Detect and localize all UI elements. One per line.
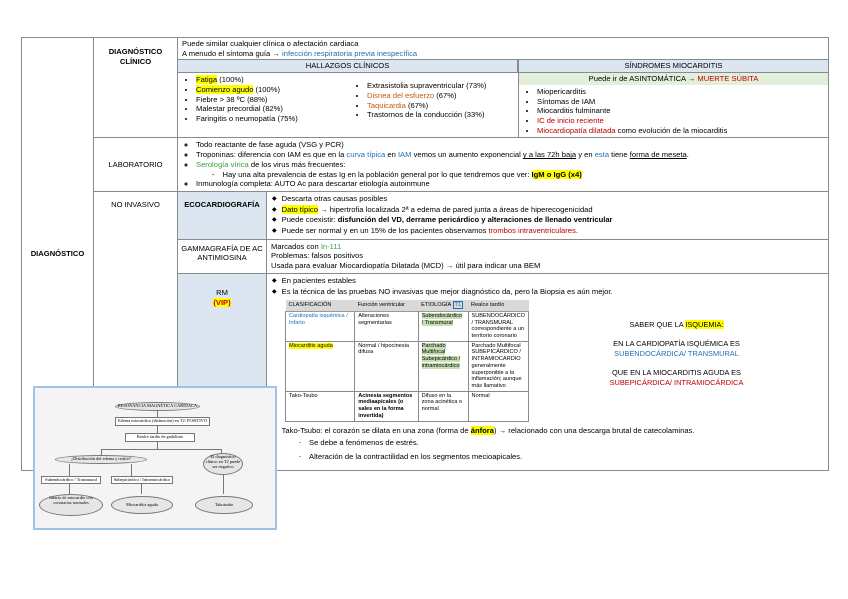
table-cell: Difuso en la zona acinética o normal xyxy=(418,391,468,421)
eco-label: ECOCARDIOGRAFÍA xyxy=(178,192,267,239)
diagram-connector xyxy=(131,464,132,476)
sindromes-list xyxy=(518,85,828,138)
tako-sublist xyxy=(283,438,824,462)
table-header: Función ventricular xyxy=(355,300,418,311)
diagram-node-miocarditis: Miocarditis aguda xyxy=(111,496,173,514)
note-line: SUBEPICÁRDICA/ INTRAMIOCÁRDICA xyxy=(609,378,744,388)
list-item: • Trastornos de la conducción (33%) xyxy=(367,110,486,120)
list-item: - Se debe a fenómenos de estrés. xyxy=(311,438,824,449)
table-header: Realce tardío xyxy=(468,300,528,311)
table-row xyxy=(286,311,529,341)
rm-label: RM xyxy=(216,287,228,297)
table-header-row xyxy=(286,300,529,311)
list-item: - Alteración de la contractilidad en los segmentos mecioapicales. xyxy=(311,452,824,463)
list-item: • Miopericarditis xyxy=(537,87,824,97)
clinico-intro-line1: Puede similar cualquier clínica o afectación cardiaca xyxy=(182,39,359,48)
hallazgos-list-1 xyxy=(182,75,341,124)
serologia-sublist xyxy=(196,170,824,180)
rm-figure-row xyxy=(271,300,824,421)
diagram-connector xyxy=(141,484,142,494)
list-item: • Comienzo agudo (100%) xyxy=(196,85,341,95)
diagram-node-distribucion: ¿Distribución del edema y realce? xyxy=(55,455,147,464)
hallazgos-lists xyxy=(178,73,518,126)
list-item: ◦ Todo reactante de fase aguda (VSG y PCR) xyxy=(196,140,824,150)
eco-content xyxy=(267,192,828,239)
diagram-node-infarto: Infarto de miocardio con coronarias normales xyxy=(39,494,103,516)
list-item: ◆ Tako-Tsubo: el corazón se dilata en una zona (forma de ánfora) → relacionado con una descarga brutal de catecolaminas. - Se debe a fenómenos de estrés. - Alteración de la contractilidad en los segmentos mecioapicales. xyxy=(283,426,824,463)
list-item: ◆ Puede coexistir: disfunción del VD, derrame pericárdico y alteraciones de llenado ventricular xyxy=(283,215,824,226)
sindromes-header: SÍNDROMES MIOCARDITIS xyxy=(518,59,828,73)
list-item: • Faringitis o neumopatía (75%) xyxy=(196,114,341,124)
diagram-title: RESONANCIA MAGNÉTICA CARDIACA xyxy=(115,402,200,411)
hallazgos-block xyxy=(178,59,518,137)
eco-list xyxy=(271,194,824,237)
mri-classification-table xyxy=(285,300,529,421)
subsection-label-clinico xyxy=(94,38,178,138)
note-line: SUBENDOCÁRDICA/ TRANSMURAL xyxy=(614,349,739,359)
rm-list xyxy=(271,276,824,297)
subsection-label-laboratorio: LABORATORIO xyxy=(94,138,178,192)
table-row xyxy=(286,341,529,391)
list-item: ◆ En pacientes estables xyxy=(283,276,824,287)
table-cell: Tako-Tsubo xyxy=(286,391,355,421)
rm-content xyxy=(267,274,828,470)
note-line: QUE EN LA MIOCARDITIS AGUDA ES xyxy=(612,368,741,378)
list-item: ◦ Inmunología completa: AUTO Ac para descartar etiología autoinmune xyxy=(196,179,824,189)
list-item: • Fiebre > 38 ºC (88%) xyxy=(196,95,341,105)
sindromes-block xyxy=(518,59,828,137)
table-cell: Alteraciones segmentarias xyxy=(355,311,418,341)
list-item: ◆ Dato típico → hipertrofia localizada 2ª a edema de pared junta a áreas de hiperecogenicidad xyxy=(283,205,824,216)
diagram-connector xyxy=(69,464,70,476)
row-diagnostico-clinico xyxy=(22,38,829,138)
list-item: • Miocardiopatía dilatada como evolución de la miocarditis xyxy=(537,126,824,136)
table-cell: Miocarditis aguda xyxy=(286,341,355,391)
table-cell: Normal / hipocinesia difusa xyxy=(355,341,418,391)
diagram-node-negativo: El diagnóstico clínico en T2 puede ser negativo xyxy=(203,453,243,475)
clinico-content xyxy=(178,38,829,138)
diagram-connector xyxy=(223,475,224,494)
sindromes-title: Puede ir de ASINTOMÁTICA → MUERTE SÚBITA xyxy=(518,73,828,85)
table-row xyxy=(286,391,529,421)
table-cell: SUBENDOCÁRDICO / TRANSMURAL correspondiente a un territorio coronario xyxy=(468,311,528,341)
diagram-node-takotsubo: Takotsubo xyxy=(195,496,253,514)
gamma-label: GAMMAGRAFÍA DE AC ANTIMIOSINA xyxy=(178,240,267,273)
list-item: • IC de inicio reciente xyxy=(537,116,824,126)
laboratorio-content xyxy=(178,138,829,192)
hallazgos-header: HALLAZGOS CLÍNICOS xyxy=(178,59,518,73)
subrow-ecocardiografia xyxy=(178,192,828,240)
list-item: ◆ Puede ser normal y en un 15% de los pacientes observamos trombos intraventriculares. xyxy=(283,226,824,237)
gamma-line1: Marcados con In-111 xyxy=(271,241,342,251)
mri-diagram xyxy=(33,386,277,530)
gamma-line2: Problemas: falsos positivos xyxy=(271,251,364,261)
clinico-intro xyxy=(178,38,828,59)
list-item: - Hay una alta prevalencia de estas Ig en la población general por lo que tendremos que ver: IgM o IgG (x4) xyxy=(224,170,824,180)
note-line: EN LA CARDIOPATÍA ISQUÉMICA ES xyxy=(613,339,740,349)
list-item: • Taquicardia (67%) xyxy=(367,101,486,111)
ischemia-note xyxy=(529,300,824,421)
table-cell: Acinesia segmentos mediaapicales (o sales en la forma invertida) xyxy=(355,391,418,421)
tako-list xyxy=(271,426,824,463)
list-item: • Fatiga (100%) xyxy=(196,75,341,85)
table-cell: Parchado Multifocal SUBEPICÁRDICO / INTRAMIOCARDIO generalmente superponible a la inflamación; aunque más llamativo xyxy=(468,341,528,391)
gamma-line3: Usada para evaluar Miocardiopatía Dilatada (MCD) → útil para indicar una BEM xyxy=(271,261,541,271)
subsection-label-no-invasivo: NO INVASIVO xyxy=(94,192,178,471)
diagram-connector xyxy=(157,426,158,433)
list-item: • Disnea del esfuerzo (67%) xyxy=(367,91,486,101)
diagram-connector xyxy=(157,442,158,449)
rm-vip-badge: (VIP) xyxy=(213,297,231,307)
list-item: ◆ Descarta otras causas posibles xyxy=(283,194,824,205)
diagram-node-edema: Edema miocárdico (disfunción) en T2: POSITIVO xyxy=(115,417,210,426)
diagram-node-subepi: Subepicárdico / Intramiocárdico xyxy=(111,476,173,484)
table-header: CLASIFICACIÓN xyxy=(286,300,355,311)
table-cell: Cardiopatía isquémica / Infarto xyxy=(286,311,355,341)
row-laboratorio xyxy=(22,138,829,192)
laboratorio-list xyxy=(182,140,824,189)
table-header: ETIOLOGÍA T1 xyxy=(418,300,468,311)
list-item: • Extrasistolia supraventricular (73%) xyxy=(367,81,486,91)
subrow-gammagrafia xyxy=(178,240,828,274)
t1-badge: T1 xyxy=(454,302,462,309)
diagram-node-realce: Realce tardío de gadolinio xyxy=(125,433,195,442)
hallazgos-list-2 xyxy=(341,75,486,124)
clinico-intro-line2: A menudo el síntoma guía → infección respiratoria previa inespecífica xyxy=(182,48,418,58)
list-item: • Miocarditis fulminante xyxy=(537,106,824,116)
section-label-diagnostico: DIAGNÓSTICO xyxy=(22,38,94,471)
diagram-node-subendo: Subendocárdico / Transmural xyxy=(41,476,101,484)
list-item: • Malestar precordial (82%) xyxy=(196,104,341,114)
table-cell: Subendocárdico / Transmural xyxy=(418,311,468,341)
diagram-connector xyxy=(101,449,221,450)
list-item: ◆ Es la técnica de las pruebas NO invasivas que mejor diagnóstico da, pero la Biopsia es aún mejor. xyxy=(283,287,824,298)
table-cell: Parchado Multifocal Subepicárdico / intramiocárdico xyxy=(418,341,468,391)
diagnostico-clinico-label: DIAGNÓSTICO CLÍNICO xyxy=(108,47,163,66)
diagram-connector xyxy=(69,484,70,494)
note-line: SABER QUE LA ISQUEMIA: xyxy=(629,320,724,330)
list-item: ◦ Troponinas: diferencia con IAM es que en la curva típica en IAM vemos un aumento exponencial y a las 72h baja y en esta tiene forma de meseta. xyxy=(196,150,824,160)
clinico-grid xyxy=(178,59,828,137)
list-item: • Síntomas de IAM xyxy=(537,97,824,107)
list-item: ◦ Serología vírica de los virus más frecuentes: - Hay una alta prevalencia de estas Ig en la población general por lo que tendremos que ver: IgM o IgG (x4) xyxy=(196,160,824,179)
table-cell: Normal xyxy=(468,391,528,421)
gamma-content xyxy=(267,240,828,273)
